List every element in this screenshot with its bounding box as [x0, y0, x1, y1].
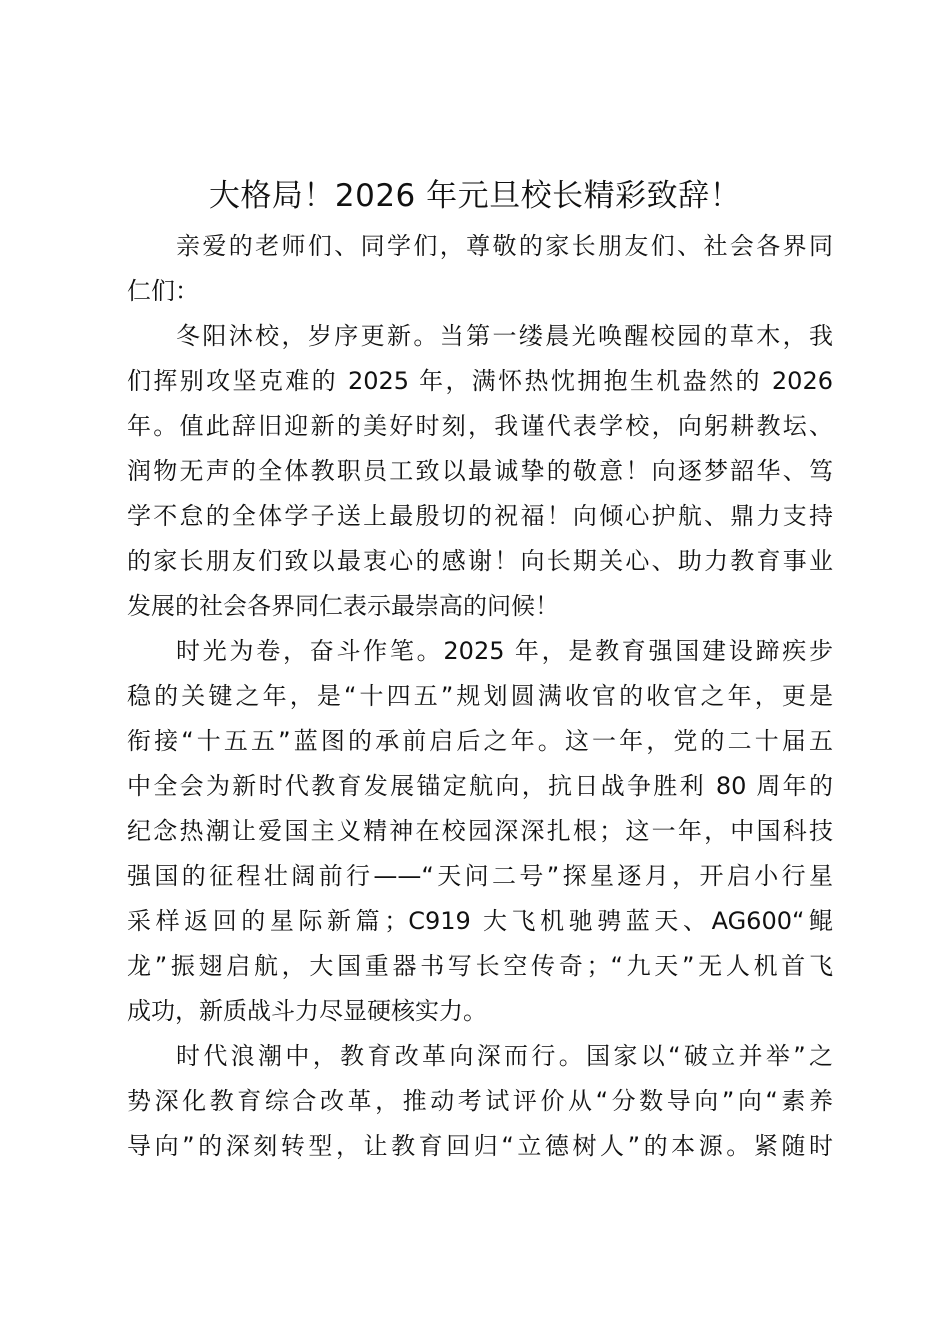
text-line: 润物无声的全体教职员工致以最诚挚的敬意！向逐梦韶华、笃 — [127, 457, 833, 485]
text-line: 强国的征程壮阔前行——“天问二号”探星逐月，开启小行星 — [127, 862, 833, 890]
text-line: 衔接“十五五”蓝图的承前启后之年。这一年，党的二十届五 — [127, 727, 833, 755]
text-line: 学不怠的全体学子送上最殷切的祝福！向倾心护航、鼎力支持 — [127, 502, 833, 530]
text-line: 采样返回的星际新篇；C919 大飞机驰骋蓝天、AG600“鲲 — [127, 907, 833, 935]
text-line: 冬阳沐校，岁序更新。当第一缕晨光唤醒校园的草木，我 — [176, 322, 833, 350]
text-line: 发展的社会各界同仁表示最崇高的问候！ — [127, 592, 559, 620]
text-line: 龙”振翅启航，大国重器书写长空传奇；“九天”无人机首飞 — [127, 952, 833, 980]
text-line: 势深化教育综合改革，推动考试评价从“分数导向”向“素养 — [127, 1087, 833, 1115]
text-line: 时代浪潮中，教育改革向深而行。国家以“破立并举”之 — [176, 1042, 833, 1070]
text-line: 稳的关键之年，是“十四五”规划圆满收官的收官之年，更是 — [127, 682, 833, 710]
document-title: 大格局！2026 年元旦校长精彩致辞！ — [208, 178, 742, 214]
text-line: 成功，新质战斗力尽显硬核实力。 — [127, 997, 487, 1025]
text-line: 导向”的深刻转型，让教育回归“立德树人”的本源。紧随时 — [127, 1132, 833, 1160]
text-line: 的家长朋友们致以最衷心的感谢！向长期关心、助力教育事业 — [127, 547, 833, 575]
text-line: 纪念热潮让爱国主义精神在校园深深扎根；这一年，中国科技 — [127, 817, 833, 845]
text-line: 们挥别攻坚克难的 2025 年，满怀热忱拥抱生机盎然的 2026 — [127, 367, 833, 395]
text-line: 年。值此辞旧迎新的美好时刻，我谨代表学校，向躬耕教坛、 — [127, 412, 833, 440]
text-line: 仁们： — [127, 277, 199, 305]
text-line: 中全会为新时代教育发展锚定航向，抗日战争胜利 80 周年的 — [127, 772, 833, 800]
text-line: 时光为卷，奋斗作笔。2025 年，是教育强国建设蹄疾步 — [176, 637, 833, 665]
text-line: 亲爱的老师们、同学们，尊敬的家长朋友们、社会各界同 — [176, 232, 833, 260]
